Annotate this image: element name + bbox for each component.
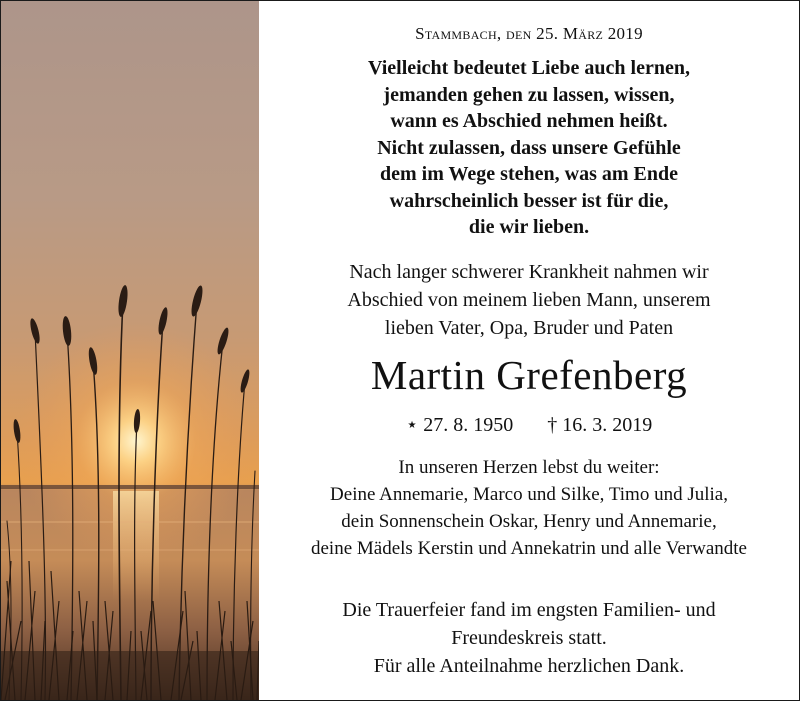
family-line: In unseren Herzen lebst du weiter: <box>398 457 660 478</box>
poem-line: die wir lieben. <box>468 216 590 238</box>
death-date: † 16. 3. 2019 <box>547 414 653 436</box>
closing-line: Die Trauerfeier fand im engsten Familien- und <box>342 599 716 621</box>
announcement-line: Nach langer schwerer Krankheit nahmen wir <box>349 261 709 283</box>
announcement-line: Abschied von meinem lieben Mann, unserem <box>347 289 711 311</box>
family-line: deine Mädels Kerstin und Annekatrin und alle Verwandte <box>310 538 747 559</box>
deceased-name: Martin Grefenberg <box>370 352 688 398</box>
death-announcement <box>259 258 799 342</box>
family-line: Deine Annemarie, Marco und Silke, Timo und Julia, <box>330 484 728 505</box>
poem-line: wahrscheinlich besser ist für die, <box>389 189 669 212</box>
bereaved-family <box>259 454 799 562</box>
notice-text <box>259 1 799 700</box>
dateline: Stammbach, den 25. März 2019 <box>415 24 643 43</box>
poem-line: Nicht zulassen, dass unsere Gefühle <box>377 136 681 159</box>
memorial-poem <box>259 55 799 241</box>
announcement-line: lieben Vater, Opa, Bruder und Paten <box>384 317 674 339</box>
poem-line: dem im Wege stehen, was am Ende <box>380 163 678 185</box>
closing-remarks <box>259 596 799 680</box>
sunset-reeds-photo <box>1 1 259 700</box>
poem-line: wann es Abschied nehmen heißt. <box>390 110 668 132</box>
poem-line: jemanden gehen zu lassen, wissen, <box>383 83 675 106</box>
life-dates <box>259 411 799 439</box>
closing-line: Für alle Anteilnahme herzlichen Dank. <box>373 655 685 677</box>
birth-date: ⋆ 27. 8. 1950 <box>405 414 514 436</box>
poem-line: Vielleicht bedeutet Liebe auch lernen, <box>368 57 690 79</box>
family-line: dein Sonnenschein Oskar, Henry und Annemarie, <box>341 511 717 532</box>
closing-line: Freundeskreis statt. <box>451 627 607 649</box>
